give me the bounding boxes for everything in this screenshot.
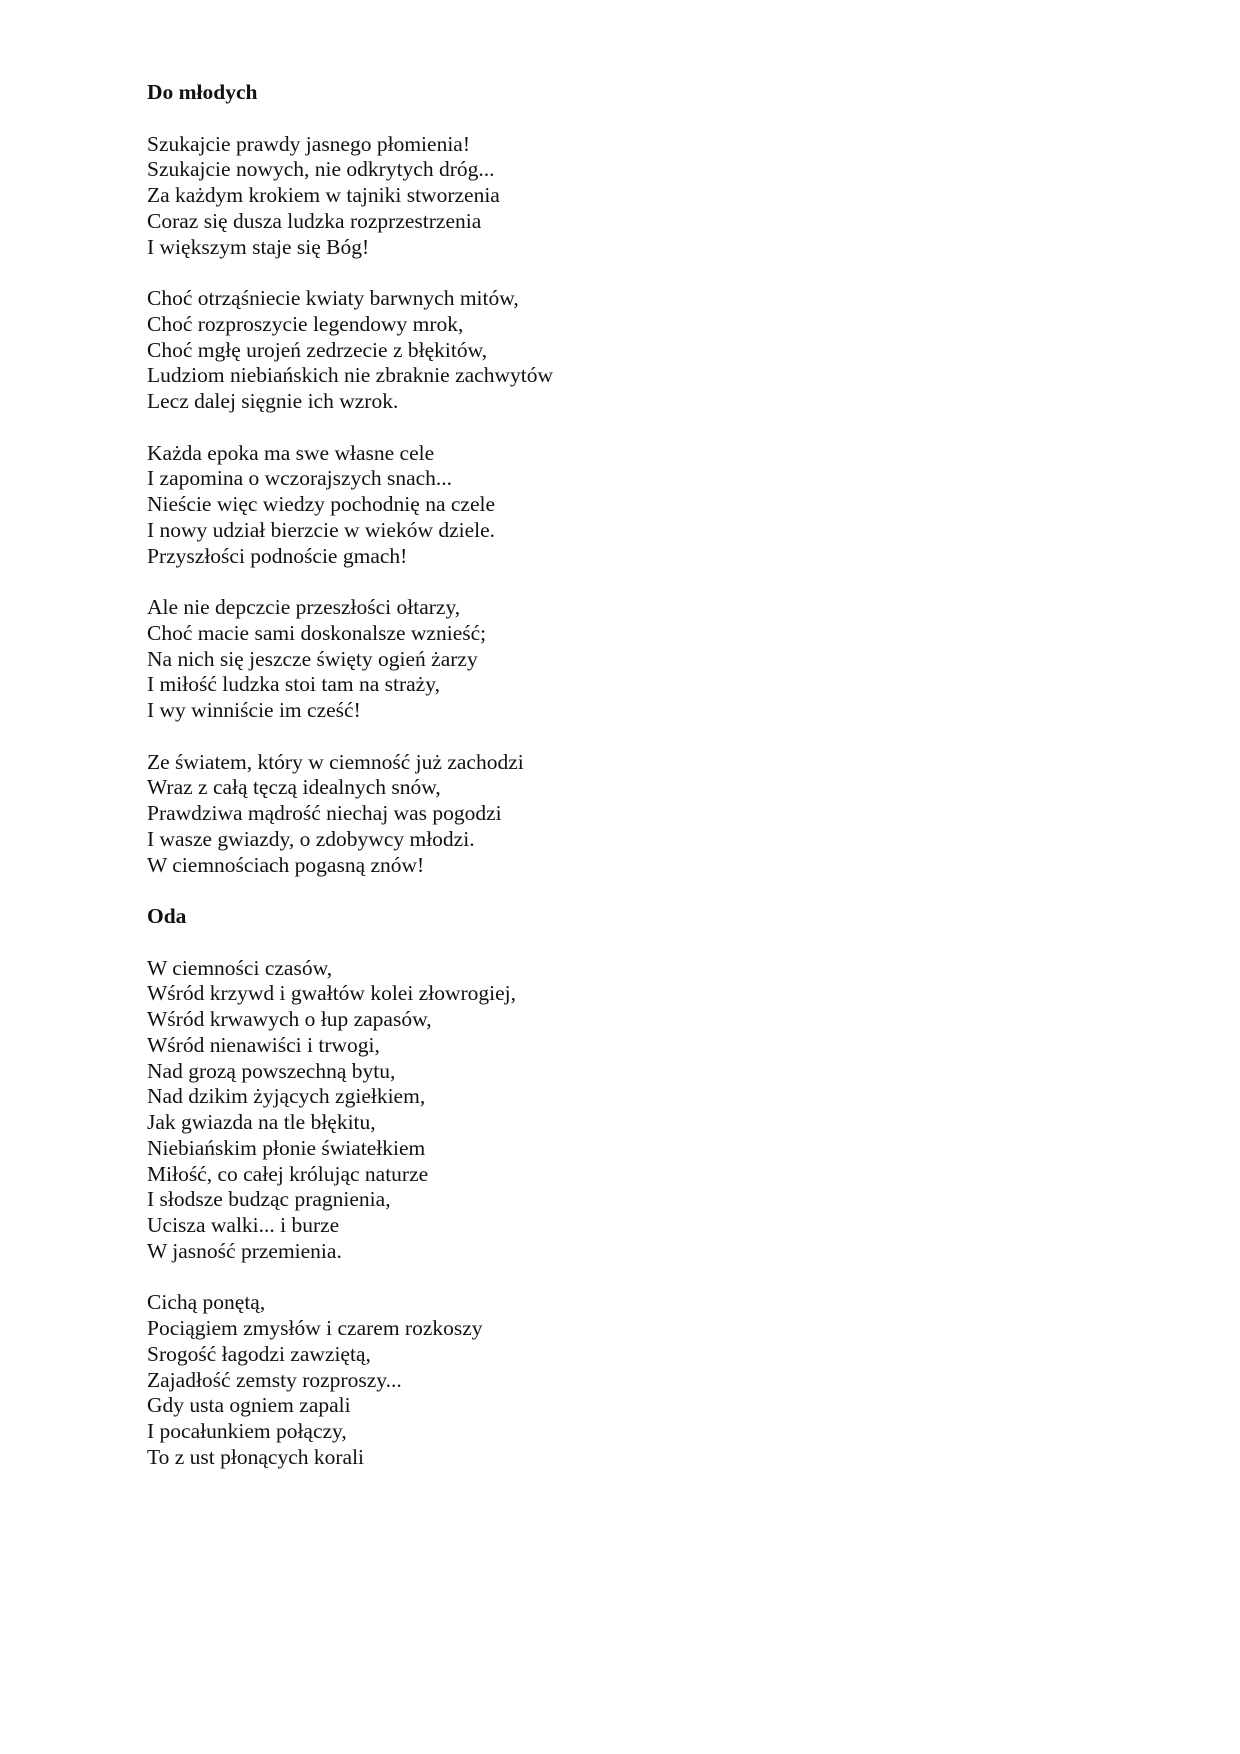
- verse-line: Choć rozproszycie legendowy mrok,: [147, 311, 464, 336]
- verse-line: Ludziom niebiańskich nie zbraknie zachwytów: [147, 363, 553, 388]
- verse-line: Ze światem, który w ciemność już zachodzi: [147, 749, 524, 774]
- verse-line: Niebiańskim płonie światełkiem: [147, 1135, 426, 1160]
- verse-line: Gdy usta ogniem zapali: [147, 1393, 351, 1418]
- verse-line: I miłość ludzka stoi tam na straży,: [147, 672, 440, 697]
- verse-line: Nad grozą powszechną bytu,: [147, 1058, 396, 1083]
- verse-line: I wasze gwiazdy, o zdobywcy młodzi.: [147, 826, 475, 851]
- verse-line: Wśród krwawych o łup zapasów,: [147, 1007, 432, 1031]
- verse-line: Nieście więc wiedzy pochodnię na czele: [147, 492, 496, 516]
- verse-line: Pociągiem zmysłów i czarem rozkoszy: [147, 1316, 483, 1340]
- verse-line: I słodsze budząc pragnienia,: [147, 1187, 391, 1212]
- verse-line: Zajadłość zemsty rozproszy...: [147, 1367, 402, 1392]
- blank-line: [147, 878, 1147, 904]
- stanza: [147, 132, 1147, 261]
- verse-line: Ale nie depczcie przeszłości ołtarzy,: [147, 595, 461, 619]
- verse-line: I zapomina o wczorajszych snach...: [147, 466, 453, 491]
- verse-line: Wśród nienawiści i trwogi,: [147, 1032, 380, 1057]
- verse-line: I pocałunkiem połączy,: [147, 1419, 347, 1443]
- verse-line: Choć macie sami doskonalsze wznieść;: [147, 620, 487, 645]
- document-page: [147, 80, 1147, 1471]
- verse-line: Lecz dalej sięgnie ich wzrok.: [147, 389, 399, 413]
- verse-line: W ciemnościach pogasną znów!: [147, 852, 425, 877]
- stanza: [147, 750, 1147, 879]
- verse-line: To z ust płonących korali: [147, 1444, 365, 1469]
- verse-line: Prawdziwa mądrość niechaj was pogodzi: [147, 801, 502, 825]
- verse-line: Przyszłości podnoście gmach!: [147, 543, 408, 568]
- poem-oda: [147, 904, 1147, 1471]
- stanza: [147, 286, 1147, 415]
- verse-line: Każda epoka ma swe własne cele: [147, 440, 435, 465]
- verse-line: Wśród krzywd i gwałtów kolei złowrogiej,: [147, 981, 516, 1006]
- blank-line: [147, 260, 1147, 286]
- blank-line: [147, 930, 1147, 956]
- verse-line: Na nich się jeszcze święty ogień żarzy: [147, 646, 478, 671]
- verse-line: W jasność przemienia.: [147, 1238, 342, 1263]
- verse-line: Jak gwiazda na tle błękitu,: [147, 1110, 376, 1134]
- verse-line: I wy winniście im cześć!: [147, 698, 361, 722]
- verse-line: Nad dzikim żyjących zgiełkiem,: [147, 1084, 426, 1109]
- verse-line: Coraz się dusza ludzka rozprzestrzenia: [147, 208, 482, 233]
- verse-line: Choć otrząśniecie kwiaty barwnych mitów,: [147, 286, 519, 310]
- stanza: [147, 956, 1147, 1265]
- verse-line: I większym staje się Bóg!: [147, 234, 370, 259]
- verse-line: Choć mgłę urojeń zedrzecie z błękitów,: [147, 337, 488, 362]
- verse-line: Szukajcie prawdy jasnego płomienia!: [147, 131, 470, 156]
- blank-line: [147, 415, 1147, 441]
- blank-line: [147, 569, 1147, 595]
- verse-line: Miłość, co całej królując naturze: [147, 1161, 429, 1186]
- verse-line: Cichą ponętą,: [147, 1290, 266, 1315]
- verse-line: I nowy udział bierzcie w wieków dziele.: [147, 517, 496, 542]
- poem-do-mlodych: [147, 80, 1147, 904]
- stanza: [147, 595, 1147, 724]
- verse-line: Za każdym krokiem w tajniki stworzenia: [147, 183, 500, 207]
- blank-line: [147, 106, 1147, 132]
- blank-line: [147, 724, 1147, 750]
- verse-line: Srogość łagodzi zawziętą,: [147, 1341, 371, 1366]
- poem-title: Do młodych: [147, 80, 258, 104]
- verse-line: Ucisza walki... i burze: [147, 1213, 340, 1237]
- poem-title: Oda: [147, 904, 187, 928]
- verse-line: W ciemności czasów,: [147, 955, 333, 980]
- blank-line: [147, 1265, 1147, 1291]
- stanza: [147, 1290, 1147, 1470]
- stanza: [147, 441, 1147, 570]
- verse-line: Szukajcie nowych, nie odkrytych dróg...: [147, 157, 495, 182]
- verse-line: Wraz z całą tęczą idealnych snów,: [147, 775, 441, 800]
